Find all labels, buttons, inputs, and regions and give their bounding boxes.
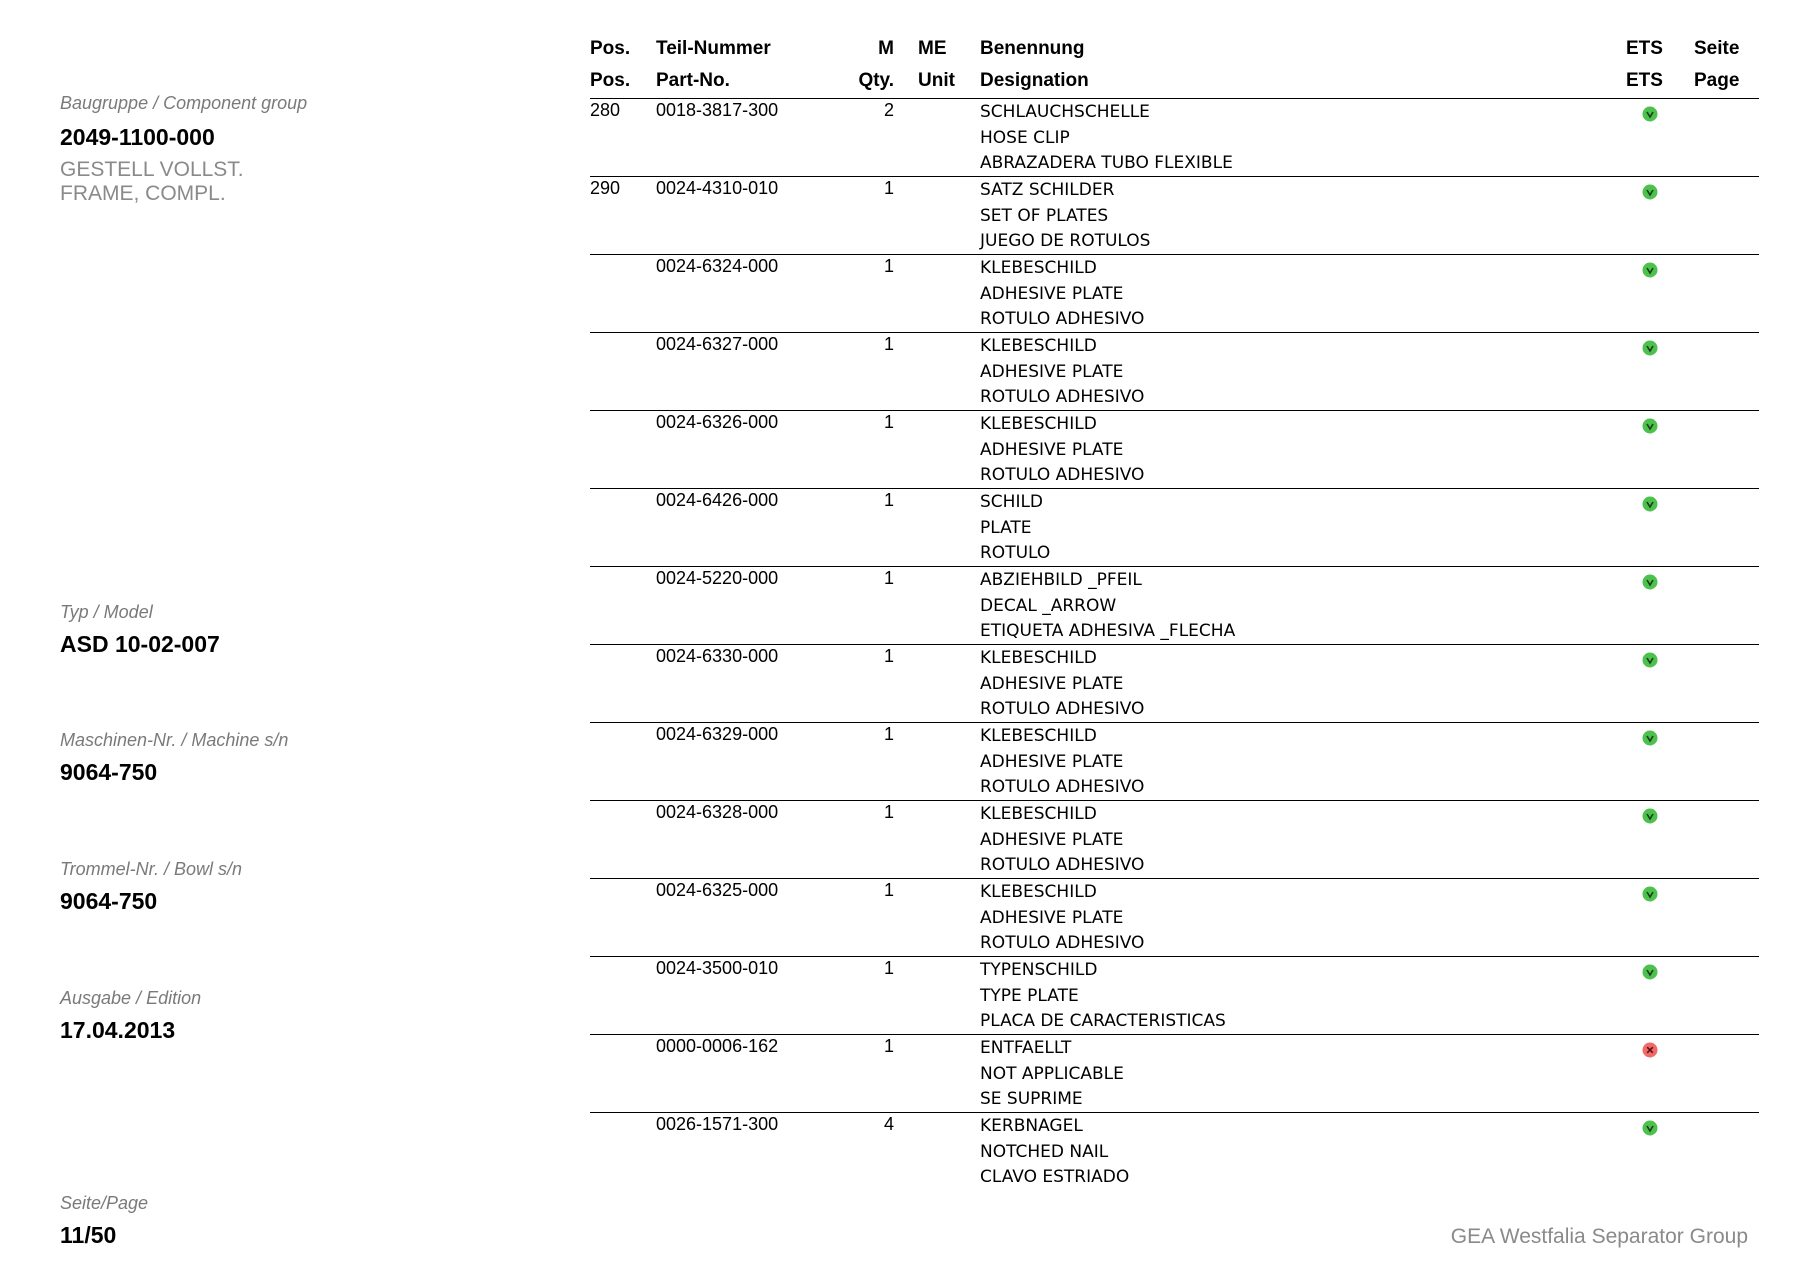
check-circle-icon xyxy=(1642,1120,1658,1136)
check-circle-icon xyxy=(1642,496,1658,512)
check-circle-icon xyxy=(1642,262,1658,278)
check-circle-icon xyxy=(1642,730,1658,746)
table-row xyxy=(590,255,1759,333)
row-part-number: 0024-6330-000 xyxy=(656,646,779,666)
row-part-number: 0024-6426-000 xyxy=(656,490,779,510)
row-designation xyxy=(980,334,1144,411)
designation-de: KLEBESCHILD xyxy=(980,882,1097,902)
row-part-number: 0024-6326-000 xyxy=(656,412,779,432)
designation-es: ROTULO ADHESIVO xyxy=(980,777,1145,798)
check-circle-icon xyxy=(1642,808,1658,824)
row-part-number: 0024-4310-010 xyxy=(656,178,779,198)
row-qty: 4 xyxy=(883,1114,894,1134)
header-row-en xyxy=(590,66,1759,98)
table-row xyxy=(590,177,1759,255)
row-qty: 1 xyxy=(883,1036,894,1056)
col-designation-header: Benennung xyxy=(980,38,1085,59)
designation-es: ROTULO ADHESIVO xyxy=(980,465,1145,486)
designation-de: KLEBESCHILD xyxy=(980,258,1097,278)
designation-de: KERBNAGEL xyxy=(980,1116,1083,1136)
row-part-number: 0024-5220-000 xyxy=(656,568,779,588)
check-circle-icon xyxy=(1642,964,1658,980)
col-unit-header: ME xyxy=(918,38,947,59)
designation-es: ABRAZADERA TUBO FLEXIBLE xyxy=(980,153,1233,174)
row-qty: 1 xyxy=(883,178,894,198)
table-row xyxy=(590,411,1759,489)
designation-de: SCHILD xyxy=(980,492,1044,512)
col-ets-header: ETS xyxy=(1626,38,1663,59)
designation-en: NOTCHED NAIL xyxy=(980,1141,1109,1162)
row-qty: 1 xyxy=(883,412,894,432)
table-row xyxy=(590,1035,1759,1113)
check-circle-icon xyxy=(1642,574,1658,590)
designation-en: ADHESIVE PLATE xyxy=(980,751,1124,772)
designation-es: ROTULO ADHESIVO xyxy=(980,387,1145,408)
designation-en: ADHESIVE PLATE xyxy=(980,907,1124,928)
table-row xyxy=(590,567,1759,645)
row-pos: 280 xyxy=(590,100,621,120)
parts-rows xyxy=(590,99,1759,1190)
row-designation xyxy=(980,568,1235,645)
designation-de: ENTFAELLT xyxy=(980,1038,1072,1058)
row-designation xyxy=(980,178,1150,255)
designation-en: HOSE CLIP xyxy=(980,127,1070,148)
designation-es: ROTULO xyxy=(980,543,1051,564)
designation-en: TYPE PLATE xyxy=(980,985,1079,1006)
designation-en: SET OF PLATES xyxy=(980,205,1109,226)
designation-es: ROTULO ADHESIVO xyxy=(980,933,1145,954)
row-qty: 1 xyxy=(883,334,894,354)
row-qty: 1 xyxy=(883,646,894,666)
row-qty: 2 xyxy=(883,100,894,120)
row-qty: 1 xyxy=(883,724,894,744)
row-qty: 1 xyxy=(883,880,894,900)
table-row xyxy=(590,1113,1759,1190)
row-part-number: 0024-6324-000 xyxy=(656,256,779,276)
edition-value: 17.04.2013 xyxy=(60,1017,176,1043)
table-row xyxy=(590,645,1759,723)
table-row xyxy=(590,801,1759,879)
header-row-de xyxy=(590,34,1759,66)
table-row xyxy=(590,333,1759,411)
machine-sn-label: Maschinen-Nr. / Machine s/n xyxy=(60,730,289,750)
row-qty: 1 xyxy=(883,958,894,978)
row-part-number: 0026-1571-300 xyxy=(656,1114,779,1134)
designation-en: ADHESIVE PLATE xyxy=(980,361,1124,382)
row-designation xyxy=(980,724,1144,801)
col-part-header: Teil-Nummer xyxy=(656,38,771,59)
designation-en: ADHESIVE PLATE xyxy=(980,439,1124,460)
row-designation xyxy=(980,958,1226,1035)
row-designation xyxy=(980,1036,1124,1113)
component-group-value: 2049-1100-000 xyxy=(60,124,215,150)
designation-en: PLATE xyxy=(980,517,1032,538)
model-label: Typ / Model xyxy=(60,602,153,622)
row-designation xyxy=(980,256,1144,333)
designation-en: ADHESIVE PLATE xyxy=(980,283,1124,304)
row-part-number: 0024-6327-000 xyxy=(656,334,779,354)
table-row xyxy=(590,99,1759,177)
row-pos: 290 xyxy=(590,178,621,198)
designation-de: ABZIEHBILD _PFEIL xyxy=(980,570,1142,590)
col-page-header-en: Page xyxy=(1694,70,1740,91)
model-value: ASD 10-02-007 xyxy=(60,631,220,657)
designation-en: NOT APPLICABLE xyxy=(980,1063,1124,1084)
col-pos-header: Pos. xyxy=(590,38,631,59)
designation-es: ROTULO ADHESIVO xyxy=(980,855,1145,876)
col-unit-header-en: Unit xyxy=(918,70,955,91)
page-value: 11/50 xyxy=(60,1222,117,1248)
page-label: Seite/Page xyxy=(60,1193,149,1213)
designation-en: DECAL _ARROW xyxy=(980,595,1117,616)
designation-es: SE SUPRIME xyxy=(980,1089,1083,1110)
designation-es: ROTULO ADHESIVO xyxy=(980,309,1145,330)
row-qty: 1 xyxy=(883,490,894,510)
row-designation xyxy=(980,646,1144,723)
check-circle-icon xyxy=(1642,184,1658,200)
row-designation xyxy=(980,412,1144,489)
row-qty: 1 xyxy=(883,802,894,822)
row-designation xyxy=(980,1114,1129,1191)
designation-es: JUEGO DE ROTULOS xyxy=(980,231,1151,252)
check-circle-icon xyxy=(1642,418,1658,434)
row-designation xyxy=(980,880,1144,957)
col-designation-header-en: Designation xyxy=(980,70,1089,91)
component-desc-de: GESTELL VOLLST. xyxy=(60,158,244,181)
col-part-header-en: Part-No. xyxy=(656,70,730,91)
x-circle-icon xyxy=(1642,1042,1658,1058)
table-row xyxy=(590,957,1759,1035)
row-part-number: 0024-6328-000 xyxy=(656,802,779,822)
check-circle-icon xyxy=(1642,886,1658,902)
designation-de: KLEBESCHILD xyxy=(980,414,1097,434)
designation-de: KLEBESCHILD xyxy=(980,648,1097,668)
row-designation xyxy=(980,490,1050,567)
row-qty: 1 xyxy=(883,256,894,276)
designation-en: ADHESIVE PLATE xyxy=(980,673,1124,694)
row-part-number: 0000-0006-162 xyxy=(656,1036,779,1056)
designation-de: KLEBESCHILD xyxy=(980,336,1097,356)
col-ets-header-en: ETS xyxy=(1626,70,1663,91)
designation-de: SATZ SCHILDER xyxy=(980,180,1115,200)
designation-es: ETIQUETA ADHESIVA _FLECHA xyxy=(980,621,1236,642)
edition-label: Ausgabe / Edition xyxy=(60,988,202,1008)
row-part-number: 0024-6329-000 xyxy=(656,724,779,744)
col-qty-header: M xyxy=(878,38,894,59)
component-desc-en: FRAME, COMPL. xyxy=(60,182,226,205)
col-page-header: Seite xyxy=(1694,38,1740,59)
check-circle-icon xyxy=(1642,106,1658,122)
designation-de: SCHLAUCHSCHELLE xyxy=(980,102,1150,122)
row-part-number: 0018-3817-300 xyxy=(656,100,779,120)
table-row xyxy=(590,879,1759,957)
designation-es: ROTULO ADHESIVO xyxy=(980,699,1145,720)
table-row xyxy=(590,723,1759,801)
designation-es: PLACA DE CARACTERISTICAS xyxy=(980,1011,1226,1032)
check-circle-icon xyxy=(1642,340,1658,356)
designation-de: TYPENSCHILD xyxy=(980,960,1098,980)
parts-table xyxy=(590,34,1759,1190)
row-qty: 1 xyxy=(883,568,894,588)
designation-de: KLEBESCHILD xyxy=(980,726,1097,746)
footer-brand: GEA Westfalia Separator Group xyxy=(1450,1225,1748,1248)
bowl-sn-label: Trommel-Nr. / Bowl s/n xyxy=(60,859,243,879)
col-pos-header-en: Pos. xyxy=(590,70,631,91)
designation-en: ADHESIVE PLATE xyxy=(980,829,1124,850)
row-designation xyxy=(980,100,1233,177)
col-qty-header-en: Qty. xyxy=(858,70,894,91)
table-row xyxy=(590,489,1759,567)
check-circle-icon xyxy=(1642,652,1658,668)
designation-de: KLEBESCHILD xyxy=(980,804,1097,824)
row-part-number: 0024-3500-010 xyxy=(656,958,779,978)
bowl-sn-value: 9064-750 xyxy=(60,888,158,914)
row-designation xyxy=(980,802,1144,879)
machine-sn-value: 9064-750 xyxy=(60,759,158,785)
row-part-number: 0024-6325-000 xyxy=(656,880,779,900)
component-group-label: Baugruppe / Component group xyxy=(60,93,308,113)
designation-es: CLAVO ESTRIADO xyxy=(980,1167,1130,1188)
